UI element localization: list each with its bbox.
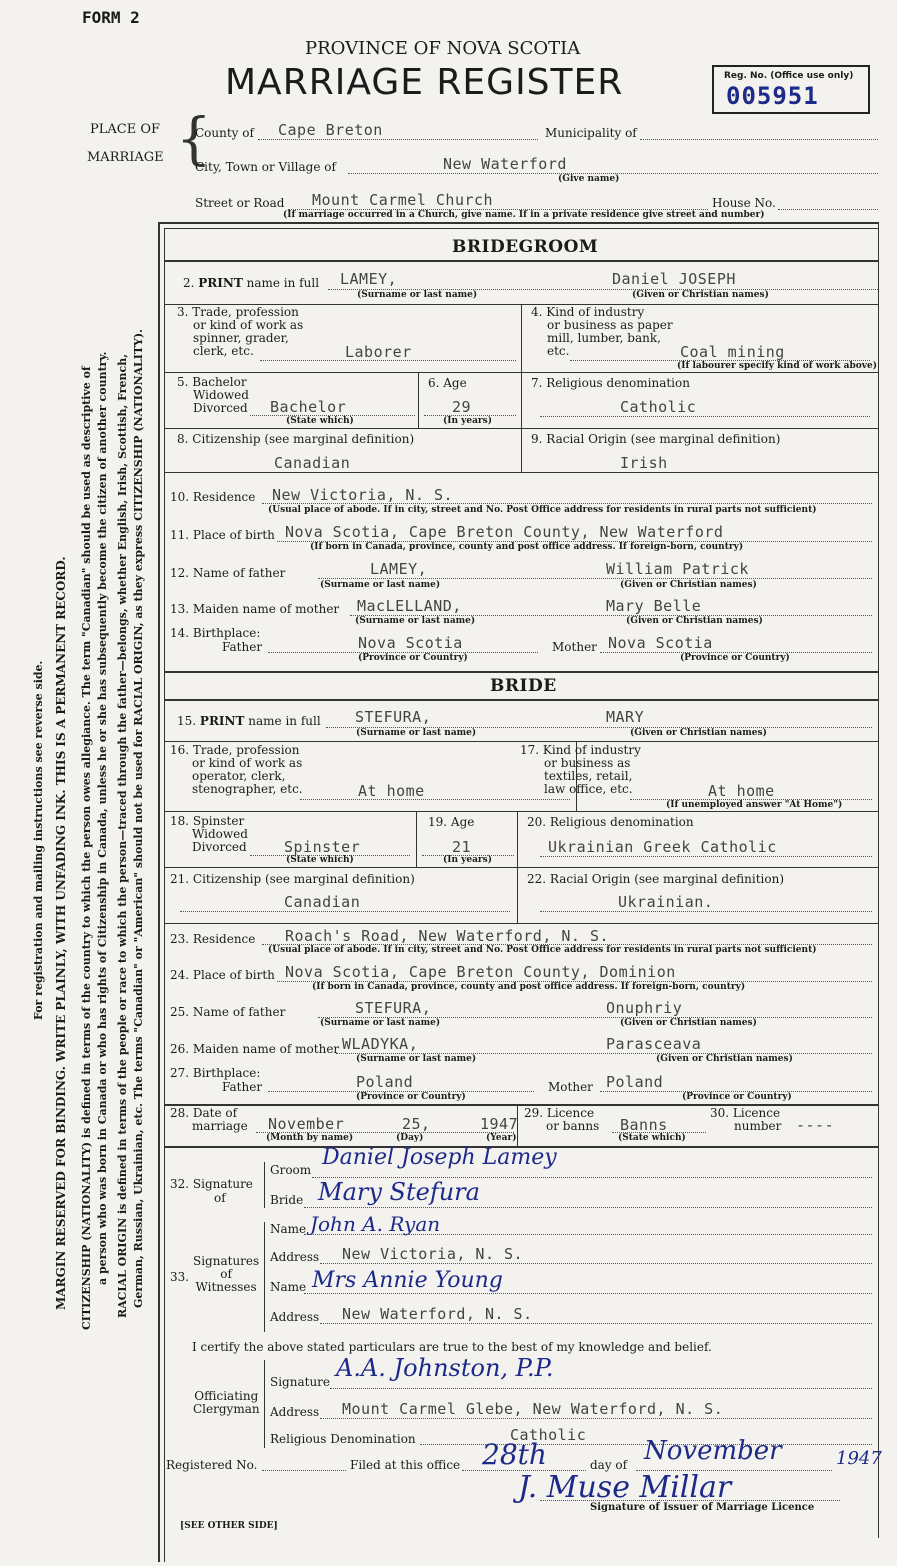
licence-value: Banns xyxy=(620,1116,668,1134)
issuer-label: Signature of Issuer of Marriage Licence xyxy=(590,1502,815,1513)
street-value: Mount Carmel Church xyxy=(312,191,494,209)
groom-status: Bachelor xyxy=(270,398,347,416)
groom-age: 29 xyxy=(452,398,472,416)
county-label: County of xyxy=(195,126,254,140)
bride-trade: At home xyxy=(358,782,425,800)
marriage-month: November xyxy=(268,1115,345,1133)
groom-father-surname: LAMEY, xyxy=(370,560,428,578)
bride-father-surname-note: (Surname or last name) xyxy=(320,1018,441,1028)
bride-father-birthplace: Poland xyxy=(356,1073,414,1091)
groom-mother-bp-note: (Province or Country) xyxy=(680,653,790,663)
groom-status-label: 5. Bachelor Widowed Divorced xyxy=(177,375,249,415)
licence-number-label: 30. Licence number xyxy=(710,1106,782,1133)
bride-industry-label: 17. Kind of industry or business as textiles, retail, law office, etc. xyxy=(520,743,641,796)
bride-birth: Nova Scotia, Cape Breton County, Dominion xyxy=(285,963,676,981)
margin-note-4: a person who was born in Canada or who has rights of Citizenship in Canada, unless he or she has subsequently become the citizen of another country. xyxy=(96,351,109,1285)
w1-address-label: Address xyxy=(270,1250,320,1264)
bride-industry-note: (If unemployed answer "At Home") xyxy=(666,800,843,810)
signature-of-label: 32. Signature of xyxy=(170,1177,253,1205)
place-of-label: PLACE OF xyxy=(90,122,161,137)
groom-age-note: (In years) xyxy=(443,416,492,426)
filed-month: November xyxy=(644,1436,782,1466)
bride-citizenship-label: 21. Citizenship (see marginal definition) xyxy=(170,872,415,886)
clergy-denomination-label: Religious Denomination xyxy=(270,1432,416,1446)
year-note: (Year) xyxy=(486,1133,517,1143)
witness2-name: Mrs Annie Young xyxy=(312,1268,503,1293)
street-label: Street or Road xyxy=(195,196,285,210)
groom-age-label: 6. Age xyxy=(428,376,467,390)
bride-mother-surname-note: (Surname or last name) xyxy=(356,1054,477,1064)
province-heading: PROVINCE OF NOVA SCOTIA xyxy=(305,38,581,59)
month-note: (Month by name) xyxy=(266,1133,354,1143)
groom-residence-note: (Usual place of abode. If in city, street and No. Post Office address for residents in rural parts not sufficient) xyxy=(268,505,817,515)
groom-birth-label: 11. Place of birth xyxy=(170,528,275,542)
municipality-label: Municipality of xyxy=(545,126,637,140)
bride-father-word: Father xyxy=(222,1080,263,1094)
marriage-year: 1947 xyxy=(480,1115,519,1133)
groom-citizenship: Canadian xyxy=(274,454,351,472)
bride-racial: Ukrainian. xyxy=(618,893,714,911)
issuer-signature: J. Muse Millar xyxy=(518,1470,732,1505)
bride-signature: Mary Stefura xyxy=(318,1178,480,1206)
groom-birth: Nova Scotia, Cape Breton County, New Waterford xyxy=(285,523,724,541)
clergy-signature: A.A. Johnston, P.P. xyxy=(336,1354,554,1382)
groom-father-given-note: (Given or Christian names) xyxy=(620,580,757,590)
reg-no-value: 005951 xyxy=(726,82,819,110)
clergy-signature-label: Signature xyxy=(270,1375,331,1389)
bride-age-note: (In years) xyxy=(443,855,492,865)
marriage-label: MARRIAGE xyxy=(87,150,164,165)
bride-mother-label: 26. Maiden name of mother xyxy=(170,1042,340,1056)
margin-note-5: RACIAL ORIGIN is defined in terms of the people or race to which the person—traced through the father—belongs, whether English, Irish, Scottish, French, xyxy=(116,353,129,1318)
bride-status-label: 18. Spinster Widowed Divorced xyxy=(170,814,248,854)
bride-heading: BRIDE xyxy=(490,676,557,696)
bride-residence-note: (Usual place of abode. If in city, street and No. Post Office address for residents in rural parts not sufficient) xyxy=(268,945,817,955)
reg-no-box xyxy=(712,65,870,114)
certify-statement: I certify the above stated particulars are true to the best of my knowledge and belief. xyxy=(192,1340,712,1354)
day-note: (Day) xyxy=(396,1133,424,1143)
bride-given: MARY xyxy=(606,708,645,726)
witness-number: 33. xyxy=(170,1270,190,1284)
groom-residence: New Victoria, N. S. xyxy=(272,486,454,504)
groom-father-bp-note: (Province or Country) xyxy=(358,653,468,663)
bride-status: Spinster xyxy=(284,838,361,856)
groom-father-surname-note: (Surname or last name) xyxy=(320,580,441,590)
bride-word: Bride xyxy=(270,1193,304,1207)
groom-mother-word: Mother xyxy=(552,640,597,654)
street-note: (If marriage occurred in a Church, give name. If in a private residence give street and number) xyxy=(283,210,765,220)
bride-father-given: Onuphriy xyxy=(606,999,683,1017)
groom-mother-surname-note: (Surname or last name) xyxy=(355,616,476,626)
clergy-address: Mount Carmel Glebe, New Waterford, N. S. xyxy=(342,1400,724,1418)
reg-no-label: Reg. No. (Office use only) xyxy=(724,71,854,81)
bride-mother-given-note: (Given or Christian names) xyxy=(656,1054,793,1064)
margin-note-1: For registration and mailing instructions see reverse side. xyxy=(32,660,45,1020)
filed-day: 28th xyxy=(482,1438,547,1471)
see-other-side: [SEE OTHER SIDE] xyxy=(180,1521,278,1531)
groom-trade-label: 3. Trade, profession or kind of work as spinner, grader, clerk, etc. xyxy=(177,305,304,358)
registered-no-label: Registered No. xyxy=(166,1458,258,1472)
place-brace: { xyxy=(176,107,212,172)
bride-age: 21 xyxy=(452,838,472,856)
licence-label: 29. Licence or banns xyxy=(524,1106,600,1133)
groom-signature: Daniel Joseph Lamey xyxy=(322,1145,557,1170)
groom-father-word: Father xyxy=(222,640,263,654)
bride-mother-given: Parasceava xyxy=(606,1035,702,1053)
margin-note-6: German, Russian, Ukrainian, etc. The terms "Canadian" or "American" should not be used for RACIAL ORIGIN, as they express CITIZENSHIP (NATIONALITY). xyxy=(132,329,145,1308)
bride-birth-label: 24. Place of birth xyxy=(170,968,275,982)
margin-note-3: CITIZENSHIP (NATIONALITY) is defined in terms of the country to which the person owes allegiance. The term "Canadian" should be used as descriptive of xyxy=(80,366,93,1330)
licence-note: (State which) xyxy=(618,1133,686,1143)
witness1-address: New Victoria, N. S. xyxy=(342,1245,524,1263)
bride-industry: At home xyxy=(708,782,775,800)
give-name-note: (Give name) xyxy=(558,174,620,184)
bride-mother-word: Mother xyxy=(548,1080,593,1094)
form-number: FORM 2 xyxy=(82,8,140,27)
bride-surname-note: (Surname or last name) xyxy=(356,728,477,738)
groom-mother-label: 13. Maiden name of mother xyxy=(170,602,340,616)
licence-number: ---- xyxy=(796,1116,835,1134)
bride-racial-label: 22. Racial Origin (see marginal definition) xyxy=(527,872,785,886)
groom-name-label: 2. PRINT name in full xyxy=(183,276,320,290)
groom-father-birthplace: Nova Scotia xyxy=(358,634,463,652)
w2-name-label: Name xyxy=(270,1280,307,1294)
groom-surname-note: (Surname or last name) xyxy=(357,290,478,300)
groom-trade: Laborer xyxy=(345,343,412,361)
groom-mother-given-note: (Given or Christian names) xyxy=(626,616,763,626)
groom-given-note: (Given or Christian names) xyxy=(632,290,769,300)
marriage-day: 25, xyxy=(402,1115,431,1133)
bride-birthplace-label: 27. Birthplace: xyxy=(170,1066,261,1080)
clergy-denomination: Catholic xyxy=(510,1426,587,1444)
w1-name-label: Name xyxy=(270,1222,307,1236)
groom-racial: Irish xyxy=(620,454,668,472)
groom-father-given: William Patrick xyxy=(606,560,749,578)
bride-father-given-note: (Given or Christian names) xyxy=(620,1018,757,1028)
w2-address-label: Address xyxy=(270,1310,320,1324)
city-label: City, Town or Village of xyxy=(195,160,336,174)
groom-religion-label: 7. Religious denomination xyxy=(531,376,690,390)
bride-residence: Roach's Road, New Waterford, N. S. xyxy=(285,927,610,945)
groom-residence-label: 10. Residence xyxy=(170,490,256,504)
bride-father-label: 25. Name of father xyxy=(170,1005,286,1019)
groom-mother-surname: MacLELLAND, xyxy=(357,597,462,615)
groom-industry-note: (If labourer specify kind of work above) xyxy=(677,361,877,371)
city-value: New Waterford xyxy=(443,155,567,173)
bride-father-bp-note: (Province or Country) xyxy=(356,1092,466,1102)
bride-mother-birthplace: Poland xyxy=(606,1073,664,1091)
bride-age-label: 19. Age xyxy=(428,815,475,829)
groom-citizenship-label: 8. Citizenship (see marginal definition) xyxy=(177,432,415,446)
bride-name-label: 15. PRINT name in full xyxy=(177,714,321,728)
witness1-name: John A. Ryan xyxy=(310,1212,441,1236)
groom-birthplace-label: 14. Birthplace: xyxy=(170,626,261,640)
witnesses-label: Signatures of Witnesses xyxy=(193,1254,260,1294)
bride-mother-surname: WLADYKA, xyxy=(342,1035,419,1053)
officiating-label: Officiating Clergyman xyxy=(193,1389,260,1416)
clergy-address-label: Address xyxy=(270,1405,320,1419)
bride-status-note: (State which) xyxy=(286,855,354,865)
groom-given: Daniel JOSEPH xyxy=(612,270,736,288)
groom-birth-note: (If born in Canada, province, county and post office address. If foreign-born, country) xyxy=(310,542,744,552)
bridegroom-heading: BRIDEGROOM xyxy=(452,237,599,257)
groom-father-label: 12. Name of father xyxy=(170,566,286,580)
document-title: MARRIAGE REGISTER xyxy=(225,62,624,103)
bride-religion: Ukrainian Greek Catholic xyxy=(548,838,777,856)
bride-surname: STEFURA, xyxy=(355,708,432,726)
groom-religion: Catholic xyxy=(620,398,697,416)
groom-industry: Coal mining xyxy=(680,343,785,361)
filed-year: 1947 xyxy=(836,1448,882,1469)
county-value: Cape Breton xyxy=(278,121,383,139)
groom-surname: LAMEY, xyxy=(340,270,398,288)
date-label: 28. Date of marriage xyxy=(170,1106,248,1133)
groom-racial-label: 9. Racial Origin (see marginal definition) xyxy=(531,432,781,446)
bride-birth-note: (If born in Canada, province, county and post office address. If foreign-born, country) xyxy=(312,982,746,992)
bride-father-surname: STEFURA, xyxy=(355,999,432,1017)
margin-note-2: MARGIN RESERVED FOR BINDING. WRITE PLAINLY, WITH UNFADING INK. THIS IS A PERMANENT RECORD. xyxy=(54,556,68,1310)
day-of-label: day of xyxy=(590,1458,628,1472)
groom-mother-birthplace: Nova Scotia xyxy=(608,634,713,652)
bride-mother-bp-note: (Province or Country) xyxy=(682,1092,792,1102)
groom-industry-label: 4. Kind of industry or business as paper mill, lumber, bank, etc. xyxy=(531,305,673,358)
groom-mother-given: Mary Belle xyxy=(606,597,702,615)
bride-trade-label: 16. Trade, profession or kind of work as operator, clerk, stenographer, etc. xyxy=(170,743,303,796)
filed-label: Filed at this office xyxy=(350,1458,461,1472)
house-no-label: House No. xyxy=(712,196,776,210)
bride-residence-label: 23. Residence xyxy=(170,932,256,946)
groom-status-note: (State which) xyxy=(286,416,354,426)
groom-word: Groom xyxy=(270,1163,312,1177)
bride-citizenship: Canadian xyxy=(284,893,361,911)
bride-religion-label: 20. Religious denomination xyxy=(527,815,694,829)
witness2-address: New Waterford, N. S. xyxy=(342,1305,533,1323)
bride-given-note: (Given or Christian names) xyxy=(630,728,767,738)
